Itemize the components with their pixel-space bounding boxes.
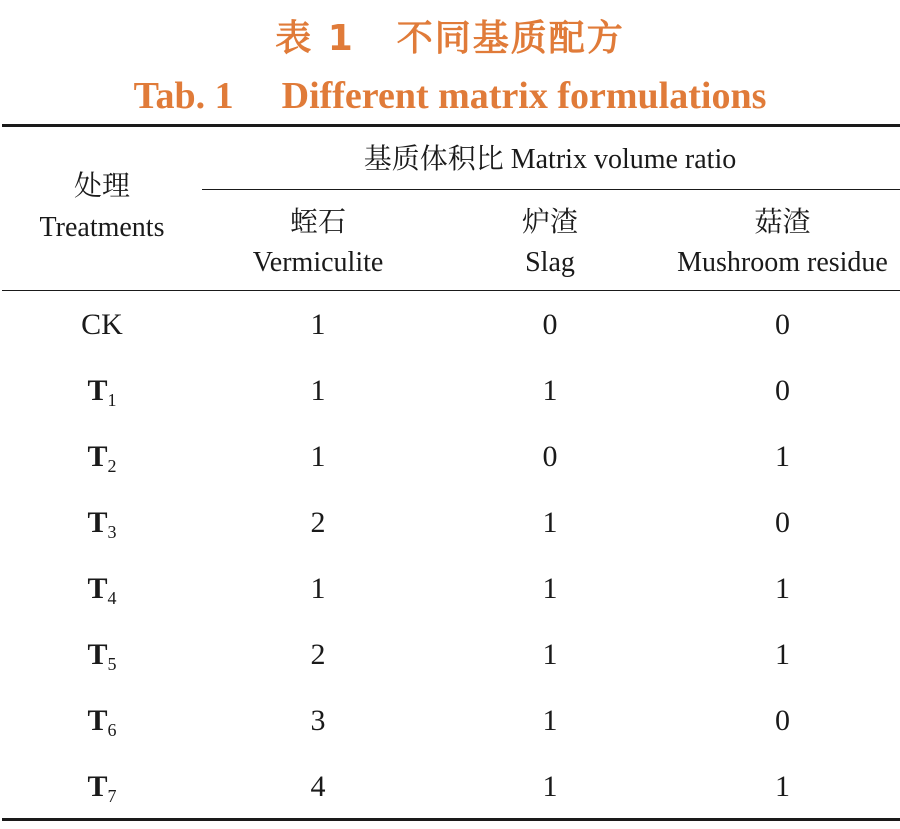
cell-slag: 0 — [542, 308, 558, 341]
top-rule — [2, 124, 900, 127]
cell-mushroom-residue: 1 — [775, 440, 790, 473]
cell-mushroom-residue: 1 — [775, 770, 790, 803]
header-mushroom-residue-en: Mushroom residue — [677, 247, 888, 278]
header-matrix-volume-ratio: 基质体积比 Matrix volume ratio — [363, 144, 737, 175]
treatment-subscript: 3 — [107, 522, 117, 542]
table-title-chinese — [0, 10, 900, 61]
row-treatment-label — [0, 640, 204, 673]
treatment-code: T — [87, 572, 108, 605]
row-treatment-label — [0, 376, 204, 409]
cell-vermiculite: 1 — [310, 308, 326, 341]
table-title-english — [0, 74, 900, 118]
cell-slag: 1 — [542, 704, 558, 737]
treatment-code: T — [87, 638, 108, 671]
cell-mushroom-residue: 1 — [775, 638, 790, 671]
treatment-subscript: 5 — [107, 654, 117, 674]
treatment-subscript: 6 — [107, 720, 117, 740]
cell-slag: 1 — [542, 506, 558, 539]
cell-vermiculite: 1 — [310, 374, 326, 407]
cell-vermiculite: 1 — [310, 572, 326, 605]
cell-mushroom-residue: 0 — [775, 704, 790, 737]
cell-vermiculite: 1 — [310, 440, 326, 473]
row-treatment-label — [0, 772, 204, 805]
treatment-code: T — [87, 770, 108, 803]
cell-vermiculite: 4 — [310, 770, 326, 803]
group-header-rule — [202, 189, 900, 190]
row-treatment-label — [0, 508, 204, 541]
header-rule — [2, 290, 900, 291]
bottom-rule — [2, 818, 900, 821]
header-slag-en: Slag — [525, 247, 575, 278]
treatment-subscript: 1 — [107, 390, 117, 410]
cell-slag: 1 — [542, 638, 558, 671]
cell-mushroom-residue: 0 — [775, 374, 790, 407]
cell-slag: 1 — [542, 770, 558, 803]
row-treatment-label — [0, 442, 204, 475]
treatment-subscript: 7 — [107, 786, 117, 806]
row-treatment-label — [0, 574, 204, 607]
row-treatment-label — [0, 310, 204, 346]
treatment-code: T — [87, 440, 108, 473]
treatment-code: T — [87, 506, 108, 539]
header-treatment-cn: 处理 — [73, 169, 130, 202]
treatment-code: CK — [81, 308, 123, 341]
table-caption-english: Different matrix formulations — [281, 75, 767, 117]
treatment-code: T — [87, 704, 108, 737]
cell-mushroom-residue: 0 — [775, 506, 790, 539]
cell-vermiculite: 2 — [310, 638, 326, 671]
cell-slag: 1 — [542, 572, 558, 605]
cell-vermiculite: 2 — [310, 506, 326, 539]
table-number-chinese: 表 1 — [275, 18, 355, 59]
treatment-subscript: 4 — [107, 588, 117, 608]
header-treatment-en: Treatments — [39, 212, 165, 243]
table-caption-chinese: 不同基质配方 — [396, 18, 625, 59]
header-vermiculite-en: Vermiculite — [252, 247, 384, 278]
cell-mushroom-residue: 1 — [775, 572, 790, 605]
cell-slag: 1 — [542, 374, 558, 407]
cell-vermiculite: 3 — [310, 704, 326, 737]
table-number-english: Tab. 1 — [133, 75, 234, 117]
treatment-code: T — [87, 374, 108, 407]
header-slag-cn: 炉渣 — [521, 205, 578, 238]
row-treatment-label — [0, 706, 204, 739]
cell-mushroom-residue: 0 — [775, 308, 790, 341]
cell-slag: 0 — [542, 440, 558, 473]
header-mushroom-residue-cn: 菇渣 — [754, 205, 811, 238]
treatment-subscript: 2 — [107, 456, 117, 476]
header-vermiculite-cn: 蛭石 — [289, 205, 346, 238]
